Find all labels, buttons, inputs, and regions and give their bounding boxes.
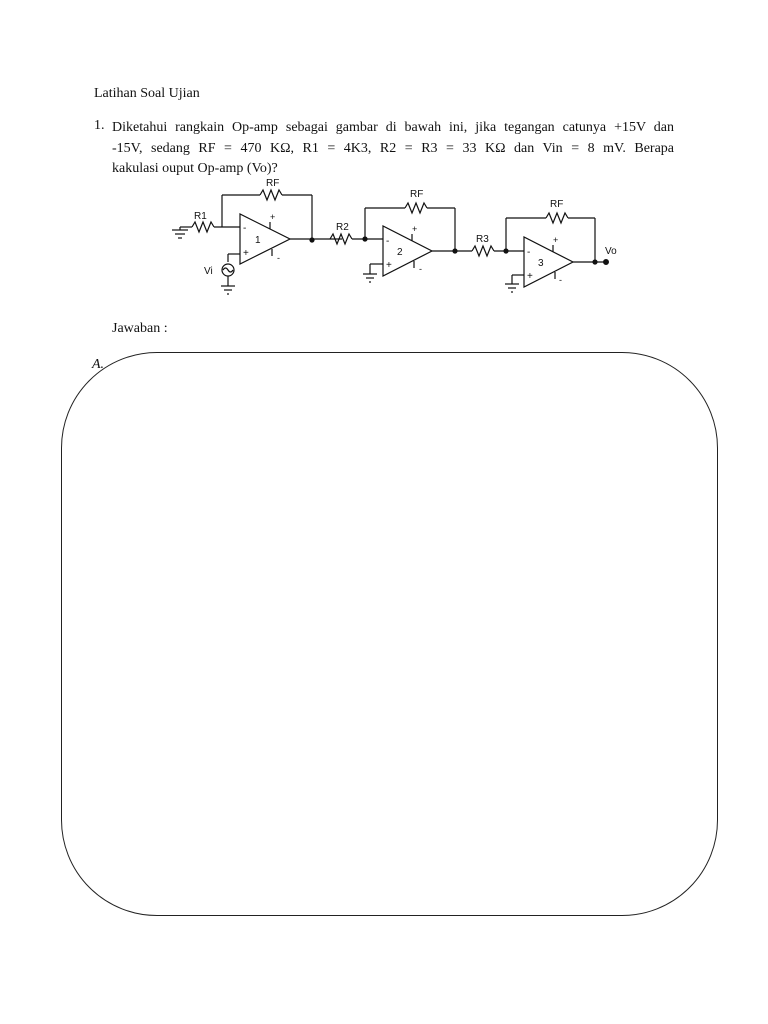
vo-label: Vo [605,246,617,257]
resistor-rf-2 [405,203,427,213]
opamp-3-number: 3 [538,258,544,269]
opamp-3-plus: + [527,271,533,282]
question-line-3: kakulasi ouput Op-amp (Vo)? [112,161,278,176]
question-line-1: Diketahui rangkain Op-amp sebagai gambar di bawah ini, jika tegangan catunya +15V dan [112,120,674,135]
ground-symbol-vi [221,286,235,294]
rf-label-2: RF [410,189,424,200]
answer-label: Jawaban : [112,321,168,336]
resistor-r3 [472,246,494,256]
answer-item-a: A. [92,357,105,372]
opamp-1-minus: - [243,223,247,234]
opamp-circuit-diagram [160,172,630,302]
opamp-2-number: 2 [397,247,403,258]
ground-symbol-opamp-2 [363,274,377,282]
opamp-2-minus: - [386,236,390,247]
opamp-3-minus: - [527,247,531,258]
opamp-1-number: 1 [255,235,261,246]
ground-symbol-r1 [172,227,188,238]
opamp-1-supply-minus: - [277,253,280,263]
ground-symbol-opamp-3 [505,284,519,292]
opamp-3-supply-plus: + [553,235,559,245]
vi-label: Vi [204,266,213,277]
output-terminal [604,260,609,265]
question-line-2: -15V, sedang RF = 470 KΩ, R1 = 4K3, R2 = R3 = 33 KΩ dan Vin = 8 mV. Berapa [112,140,674,156]
question-text [112,118,674,180]
answer-box[interactable] [61,352,718,916]
resistor-r1 [192,222,214,232]
r3-label: R3 [476,234,489,245]
rf-label-1: RF [266,178,280,189]
opamp-1-supply-plus: + [270,212,276,222]
opamp-2-supply-minus: - [419,264,422,274]
rf-label-3: RF [550,199,564,210]
opamp-3-supply-minus: - [559,275,562,285]
opamp-2-supply-plus: + [412,224,418,234]
r2-label: R2 [336,222,349,233]
r1-label: R1 [194,211,207,222]
question-number: 1. [94,118,105,133]
resistor-rf-3 [546,213,568,223]
page-title: Latihan Soal Ujian [94,86,200,101]
opamp-1-plus: + [243,248,249,259]
opamp-2-plus: + [386,260,392,271]
resistor-rf-1 [260,190,282,200]
